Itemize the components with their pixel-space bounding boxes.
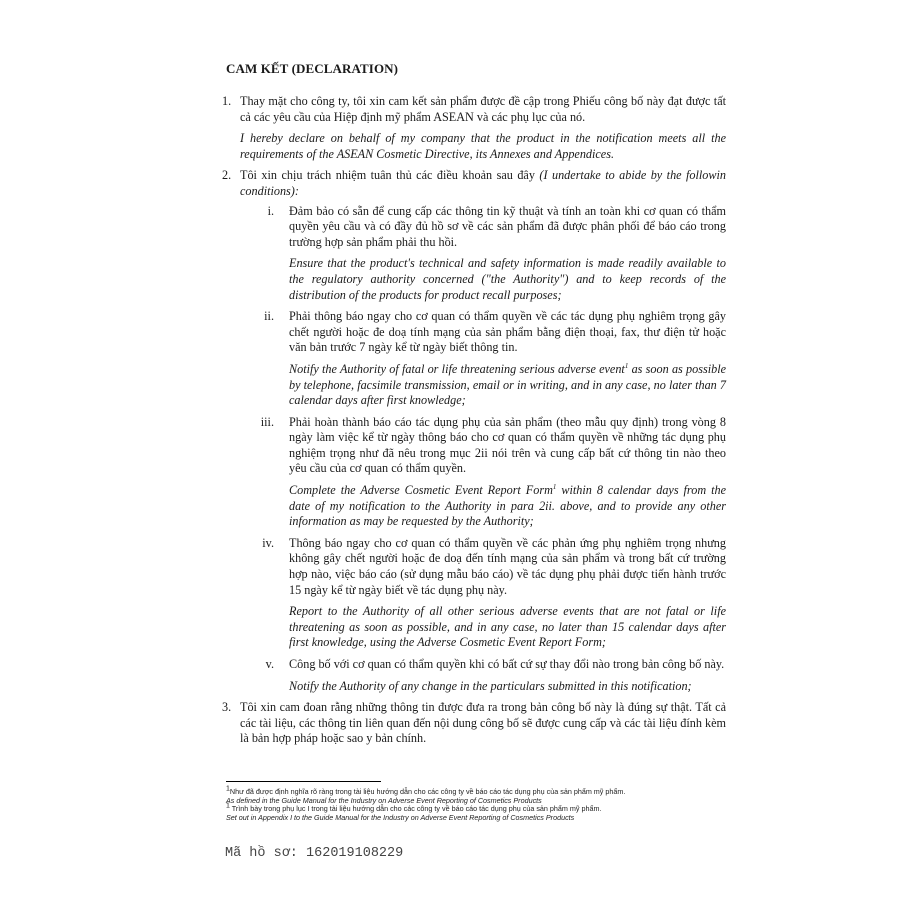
footnote-text-en: As defined in the Guide Manual for the Industry on Adverse Event Reporting of Cosmetics Products xyxy=(226,795,542,805)
subitem-number: i. xyxy=(267,203,274,218)
subitem-ii xyxy=(240,309,726,409)
item-intro-vi: Tôi xin chịu trách nhiệm tuân thủ các điều khoản sau đây xyxy=(240,168,535,183)
subitem-text-vi: Thông báo ngay cho cơ quan có thẩm quyền về các phản ứng phụ nghiêm trọng nhưng không gây chết người hoặc đe doạ đến tính mạng của sản phẩm và trong bất cứ trường hợp nào, việc báo cáo (sử dụng mẫu báo cáo) về tác dụng phụ phải được tiến hành trước 15 ngày kể từ ngày biết về tác dụng phụ này. xyxy=(289,535,726,597)
subitem-text-en: Ensure that the product's technical and safety information is made readily available to the regulatory authority concerned ("the Authority") and to keep records of the distribution of the products for product recall purposes; xyxy=(289,256,726,302)
subitem-text-en: Notify the Authority of any change in the particulars submitted in this notification; xyxy=(289,678,692,693)
subitem-text-vi: Công bố với cơ quan có thẩm quyền khi có bất cứ sự thay đổi nào trong bản công bố này. xyxy=(289,657,725,671)
subitem-number: iii. xyxy=(260,414,274,429)
subitem-text-vi: Đảm bảo có sẵn để cung cấp các thông tin kỹ thuật và tính an toàn khi cơ quan có thẩm quyền yêu cầu và có đầy đủ hồ sơ về các sản phẩm đã được phân phối để báo cáo trong trường hợp sản phẩm phải thu hồi. xyxy=(289,203,726,249)
declaration-item-2 xyxy=(222,168,726,694)
item-number: 2. xyxy=(222,168,232,183)
subitem-number: v. xyxy=(265,657,274,671)
footnote-mark: 1 xyxy=(226,802,230,810)
subitem-text-en xyxy=(289,362,726,409)
subitem-i xyxy=(240,204,726,304)
subitem-text-vi: Phải hoàn thành báo cáo tác dụng phụ của sản phẩm (theo mẫu quy định) trong vòng 8 ngày làm việc kể từ ngày thông báo cho cơ quan có thẩm quyền về những tác dụng phụ nghiệm trọng như đã nêu trong mục 2ii nói trên và cung cấp bất cứ thông tin nào theo yêu cầu của cơ quan có thẩm quyền. xyxy=(289,414,726,476)
footnote-text-vi: Như đã được định nghĩa rõ ràng trong tài liệu hướng dẫn cho các công ty về báo cáo tác dụng phụ của sản phẩm mỹ phẩm. xyxy=(229,787,626,796)
footnote-text-en: Set out in Appendix I to the Guide Manual for the Industry on Adverse Event Reporting of Cosmetics Products xyxy=(226,812,575,822)
subitem-text-en: Report to the Authority of all other serious adverse events that are not fatal or life threatening as soon as possible, and in any case, no later than 15 calendar days after first knowledge, using the Adverse Cosmetic Event Report Form; xyxy=(289,604,726,650)
subitem-text-en-a: Complete the Adverse Cosmetic Event Report Form xyxy=(289,483,553,498)
subitem-text-en-b: as soon as possible by telephone, facsimile transmission, email or in writing, and in any case, no later than 7 calendar days after first knowledge; xyxy=(289,361,726,408)
item-number: 1. xyxy=(222,94,232,108)
item-text-vi: Tôi xin cam đoan rằng những thông tin được đưa ra trong bản công bố này là đúng sự thật. Tất cả các tài liệu, các thông tin liên quan đến nội dung công bố sẽ được cung cấp và các tài liệu đính kèm là bản hợp pháp hoặc sao y bản chính. xyxy=(240,700,726,746)
subitem-number: iv. xyxy=(262,535,274,550)
footnotes xyxy=(226,781,746,822)
subitem-number: ii. xyxy=(264,309,274,324)
subitem-iv xyxy=(240,536,726,651)
footnote-text-vi: Trình bày trong phụ lục I trong tài liệu hướng dẫn cho các công ty về báo cáo tác dụng phụ của sản phẩm mỹ phẩm. xyxy=(231,804,602,813)
footnote-1 xyxy=(226,785,746,805)
subitem-text-vi: Phải thông báo ngay cho cơ quan có thẩm quyền về các tác dụng phụ nghiêm trọng gây chết người hoặc đe doạ tính mạng của sản phẩm bằng điện thoại, fax, thư điện tử hoặc văn bản trước 7 ngày kể từ ngày biết thông tin. xyxy=(289,309,726,355)
record-code: Mã hồ sơ: 162019108229 xyxy=(225,846,404,861)
footnote-2 xyxy=(226,802,746,822)
item-intro xyxy=(240,168,726,199)
footnote-mark: 1 xyxy=(226,785,230,793)
declaration-item-1 xyxy=(222,94,726,162)
item-intro-en: (I undertake to abide by the followin conditions): xyxy=(240,168,727,198)
declaration-item-3 xyxy=(222,700,726,747)
subitem-text-en-b: within 8 calendar days from the date of my notification to the Authority in para 2ii. above, and to provide any other information as may be requested by the Authority; xyxy=(289,483,726,529)
subitem-text-en xyxy=(289,483,726,530)
footnote-divider xyxy=(226,781,381,782)
footnote-ref: 1 xyxy=(552,483,557,491)
declaration-body xyxy=(222,94,726,753)
subitem-iii xyxy=(240,415,726,530)
footnote-ref: 1 xyxy=(624,361,629,370)
subitem-v xyxy=(240,657,726,694)
page-title: CAM KẾT (DECLARATION) xyxy=(226,61,399,76)
item-text-vi: Thay mặt cho công ty, tôi xin cam kết sản phẩm được đề cập trong Phiếu công bố này đạt được tất cả các yêu cầu của Hiệp định mỹ phẩm ASEAN và các phụ lục của nó. xyxy=(240,94,726,124)
item-text-en: I hereby declare on behalf of my company that the product in the notification meets all the requirements of the ASEAN Cosmetic Directive, its Annexes and Appendices. xyxy=(240,131,726,161)
item-number: 3. xyxy=(222,700,232,715)
subitem-text-en-a: Notify the Authority of fatal or life threatening serious adverse event xyxy=(289,361,625,376)
